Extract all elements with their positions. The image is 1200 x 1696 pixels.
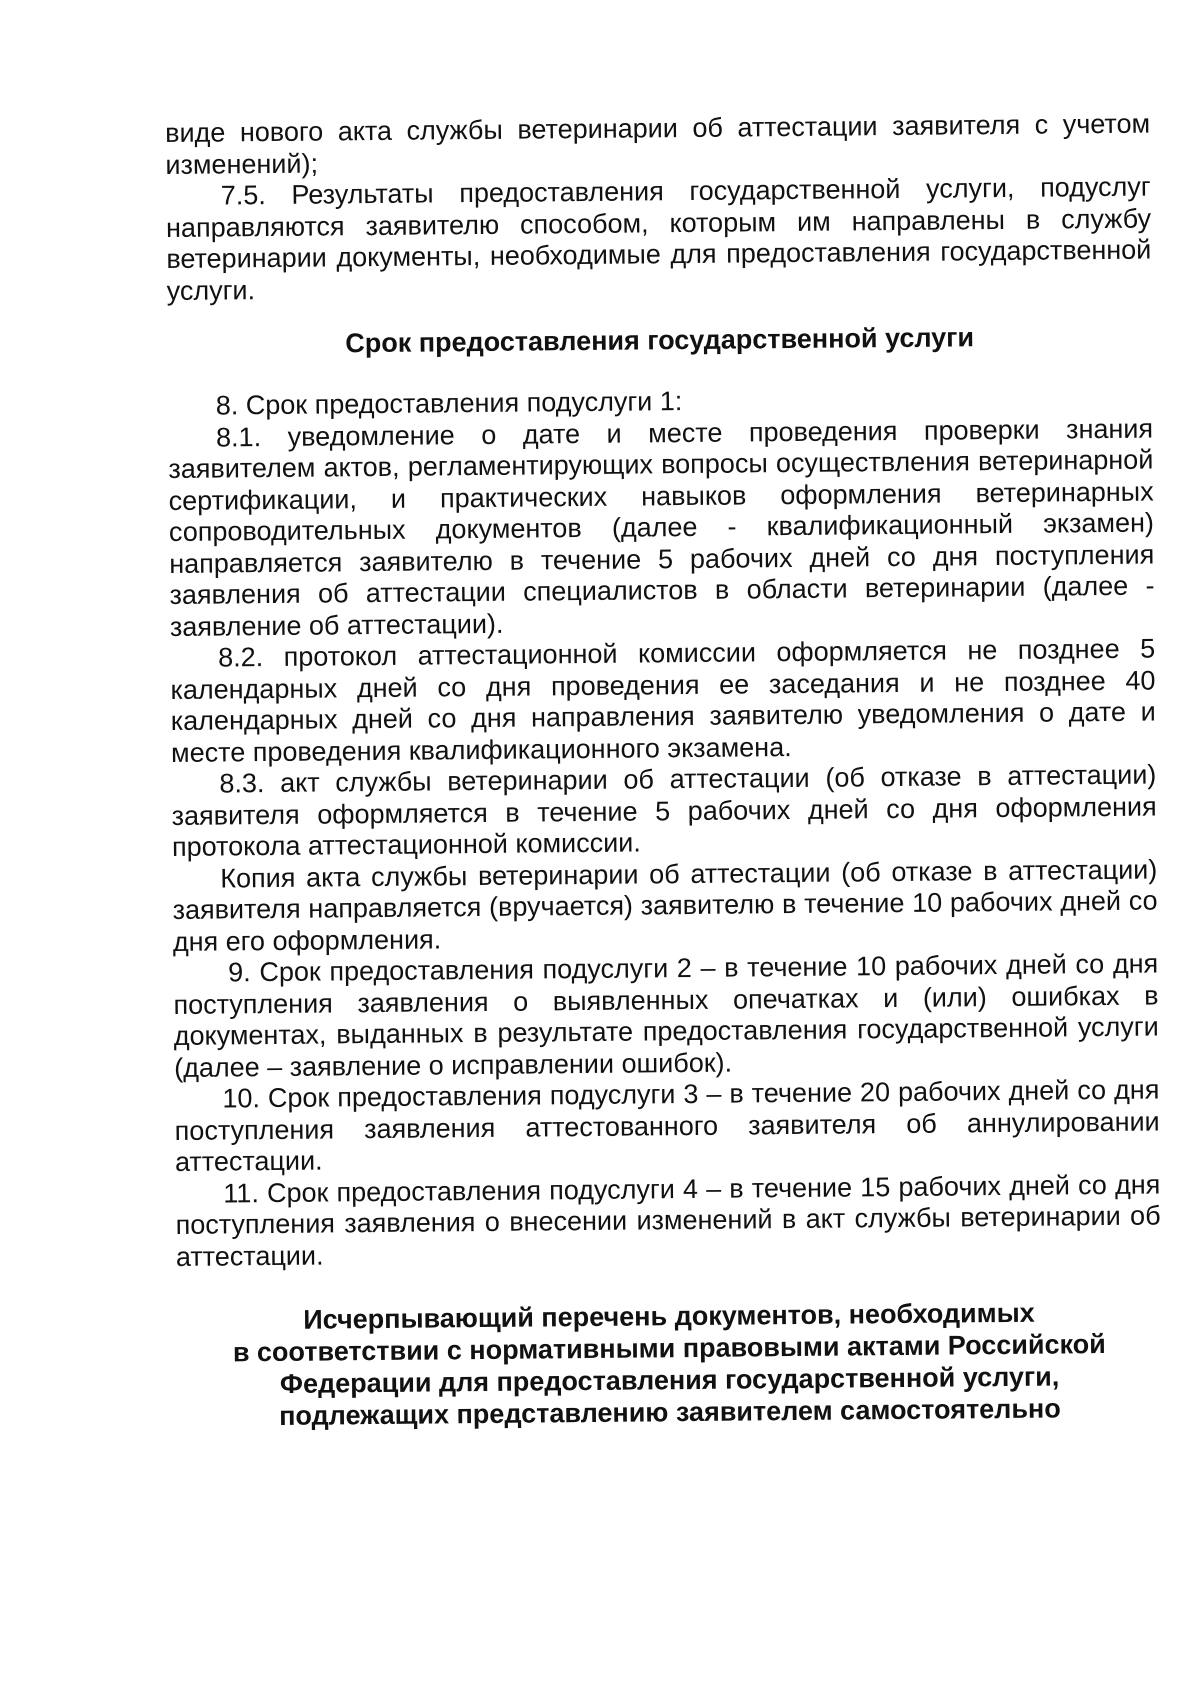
section-title-line: подлежащих представлению заявителем самостоятельно bbox=[278, 1393, 1061, 1431]
section-title-line: Исчерпывающий перечень документов, необходимых bbox=[303, 1297, 1035, 1335]
paragraph-copy-act: Копия акта службы ветеринарии об аттестации (об отказе в аттестации) заявителя направляется (вручается) заявителю в течение 10 рабочих дней со дня его оформления. bbox=[172, 854, 1158, 957]
paragraph-7-5: 7.5. Результаты предоставления государственной услуги, подуслуг направляются заявителю способом, которым им направлены в службу ветеринарии документы, необходимые для предоставления государственной услуги. bbox=[165, 171, 1152, 306]
paragraph-continuation: виде нового акта службы ветеринарии об аттестации заявителя с учетом изменений); bbox=[165, 108, 1151, 180]
section-title-line: Федерации для предоставления государственной услуги, bbox=[279, 1361, 1060, 1399]
section-title-deadline: Срок предоставления государственной услуги bbox=[345, 322, 975, 359]
paragraph-9: 9. Срок предоставления подуслуги 2 – в течение 10 рабочих дней со дня поступления заявления о выявленных опечатках и (или) ошибках в документах, выданных в результате предоставления государственной услуги (далее – заявление о исправлении ошибок). bbox=[173, 948, 1159, 1083]
paragraph-10: 10. Срок предоставления подуслуги 3 – в течение 20 рабочих дней со дня поступления заявления аттестованного заявителя об аннулировании аттестации. bbox=[174, 1074, 1160, 1177]
document-content bbox=[165, 109, 1163, 1433]
paragraph-8: 8. Срок предоставления подуслуги 1: bbox=[215, 386, 683, 421]
paragraph-8-2: 8.2. протокол аттестационной комиссии оформляется не позднее 5 календарных дней со дня проведения ее заседания и не позднее 40 календарных дней со дня направления заявителю уведомления о дате и месте проведения квалификационного экзамена. bbox=[170, 633, 1156, 768]
paragraph-8-3: 8.3. акт службы ветеринарии об аттестации (об отказе в аттестации) заявителя оформляется в течение 5 рабочих дней со дня оформления протокола аттестационной комиссии. bbox=[171, 759, 1157, 862]
paragraph-11: 11. Срок предоставления подуслуги 4 – в течение 15 рабочих дней со дня поступления заявления о внесении изменений в акт службы ветеринарии об аттестации. bbox=[175, 1168, 1161, 1272]
section-title-line: в соответствии с нормативными правовыми актами Российской bbox=[232, 1329, 1106, 1368]
section-title-documents bbox=[176, 1295, 1162, 1432]
paragraph-8-1: 8.1. уведомление о дате и месте проведения проверки знания заявителем актов, регламентирующих вопросы осуществления ветеринарной сертификации, и практических навыков оформления ветеринарных сопроводительных документов (далее - квалификационный экзамен) направляется заявителю в течение 5 рабочих дней со дня поступления заявления об аттестации специалистов в области ветеринарии (далее - заявление об аттестации). bbox=[168, 413, 1155, 642]
